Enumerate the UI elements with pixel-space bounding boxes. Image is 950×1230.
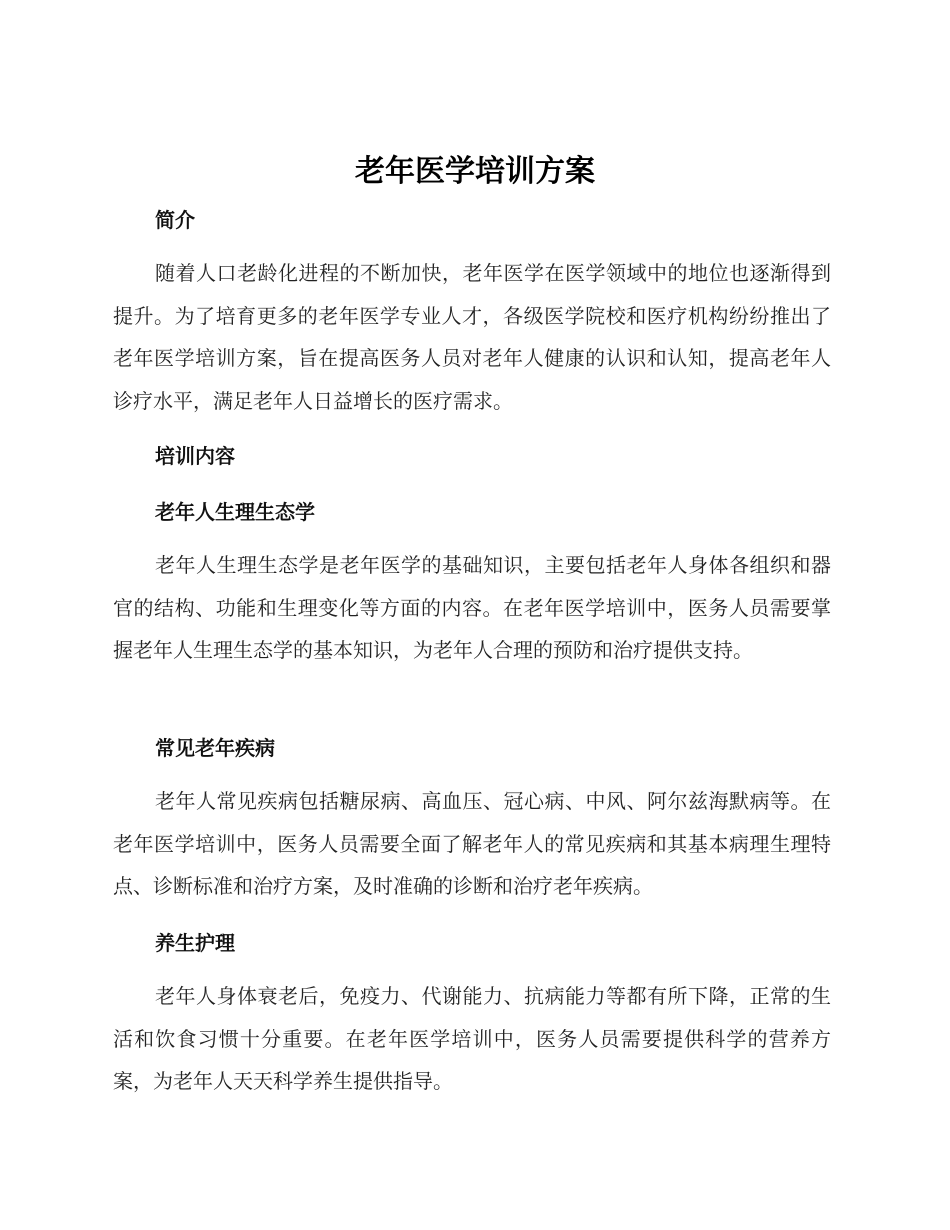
section-heading-intro: 简介 <box>155 208 195 232</box>
section-body-health-care: 老年人身体衰老后，免疫力、代谢能力、抗病能力等都有所下降，正常的生活和饮食习惯十分重要。在老年医学培训中，医务人员需要提供科学的营养方案，为老年人天天科学养生提供指导。 <box>113 984 831 1093</box>
section-heading-training-content: 培训内容 <box>155 444 235 468</box>
section-heading-common-diseases: 常见老年疾病 <box>155 736 275 760</box>
section-body-common-diseases: 老年人常见疾病包括糖尿病、高血压、冠心病、中风、阿尔兹海默病等。在老年医学培训中，医务人员需要全面了解老年人的常见疾病和其基本病理生理特点、诊断标准和治疗方案，及时准确的诊断和治疗老年疾病。 <box>113 789 831 898</box>
section-heading-health-care: 养生护理 <box>155 931 235 955</box>
section-body-physiology: 老年人生理生态学是老年医学的基础知识，主要包括老年人身体各组织和器官的结构、功能和生理变化等方面的内容。在老年医学培训中，医务人员需要掌握老年人生理生态学的基本知识，为老年人合理的预防和治疗提供支持。 <box>113 553 831 662</box>
section-body-intro: 随着人口老龄化进程的不断加快，老年医学在医学领域中的地位也逐渐得到提升。为了培育更多的老年医学专业人才，各级医学院校和医疗机构纷纷推出了老年医学培训方案，旨在提高医务人员对老年人健康的认识和认知，提高老年人诊疗水平，满足老年人日益增长的医疗需求。 <box>113 261 831 413</box>
section-heading-physiology: 老年人生理生态学 <box>155 500 315 524</box>
document-title: 老年医学培训方案 <box>355 154 595 189</box>
